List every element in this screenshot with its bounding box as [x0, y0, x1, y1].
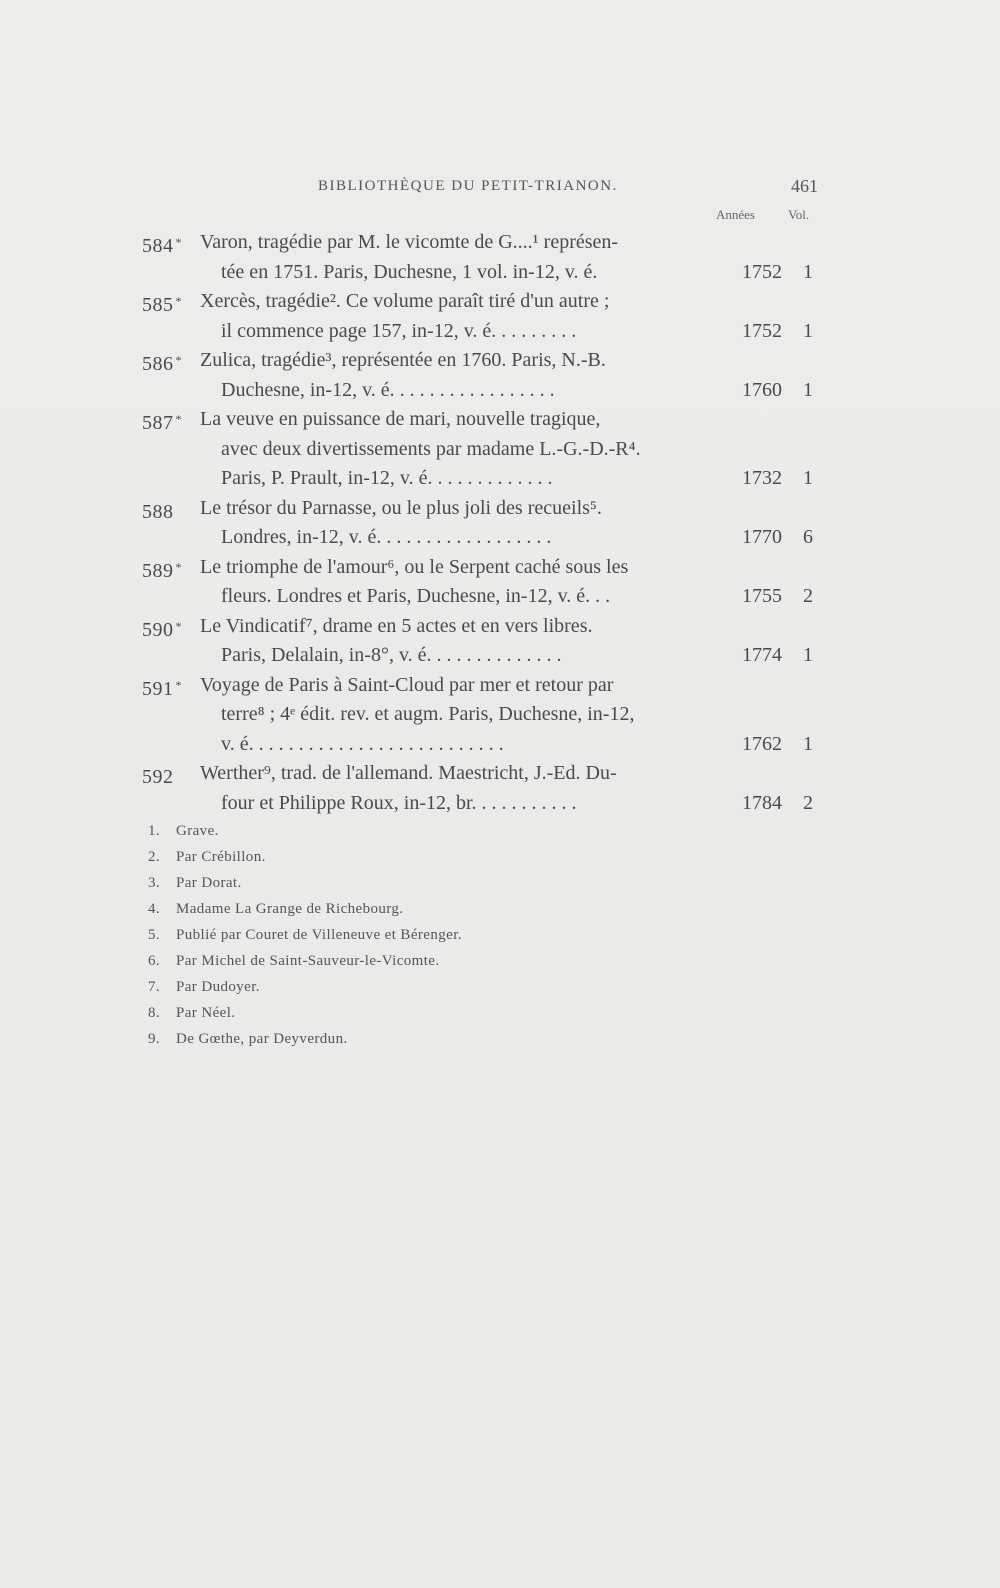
entry-star-marker: * [175, 677, 182, 692]
footnote-number: 3. [148, 875, 161, 891]
footnote-text: Par Michel de Saint-Sauveur-le-Vicomte. [176, 953, 440, 969]
catalogue-entry [0, 671, 1000, 760]
entry-number [142, 405, 182, 439]
catalogue-entry [0, 759, 1000, 818]
entry-number-value: 588 [142, 500, 174, 523]
entry-line: four et Philippe Roux, in-12, br. . . . . . . . . . . [221, 791, 577, 814]
entry-year: 1755 [742, 585, 782, 607]
entry-number-value: 585 [142, 294, 174, 316]
entry-number-value: 587 [142, 412, 174, 434]
entry-number [142, 553, 182, 587]
footnote-number: 9. [148, 1031, 161, 1047]
entry-line: tée en 1751. Paris, Duchesne, 1 vol. in-12, v. é. [221, 260, 598, 283]
entry-number [142, 346, 182, 380]
entry-line: Le trésor du Parnasse, ou le plus joli des recueils⁵. [200, 496, 602, 519]
entry-number [142, 494, 176, 528]
entry-year: 1760 [742, 378, 782, 401]
entry-number-value: 589 [142, 559, 174, 582]
entry-star-marker: * [175, 559, 182, 574]
entry-description [200, 671, 711, 760]
entry-year: 1774 [742, 644, 782, 666]
entry-volumes: 1 [803, 378, 813, 401]
footnote-text: Par Néel. [176, 1005, 236, 1021]
entry-year: 1784 [742, 791, 782, 814]
entry-line: Paris, Delalain, in-8°, v. é. . . . . . . . . . . . . . [221, 644, 562, 666]
footnote-number: 1. [148, 823, 161, 839]
entry-volumes: 1 [803, 260, 813, 283]
entry-line: Duchesne, in-12, v. é. . . . . . . . . . . . . . . . . [221, 378, 555, 401]
entry-line: fleurs. Londres et Paris, Duchesne, in-12, v. é. . . [221, 585, 611, 607]
entry-year: 1770 [742, 526, 782, 548]
catalogue-entry [0, 494, 1000, 553]
footnotes [148, 818, 462, 1052]
entry-volumes: 6 [803, 526, 813, 548]
footnote-number: 6. [148, 953, 161, 969]
entry-number-value: 586 [142, 353, 174, 375]
catalogue-entry [0, 228, 1000, 287]
footnote-text: De Gœthe, par Deyverdun. [176, 1031, 348, 1047]
catalogue-entry [0, 405, 1000, 494]
entry-volumes: 1 [803, 467, 813, 489]
catalogue-entry [0, 346, 1000, 405]
entry-year: 1752 [742, 319, 782, 342]
footnote [148, 974, 462, 1000]
page-number: 461 [791, 176, 818, 196]
column-header-volumes: Vol. [788, 207, 810, 222]
entry-line: La veuve en puissance de mari, nouvelle tragique, [200, 408, 601, 430]
entry-line: Zulica, tragédie³, représentée en 1760. Paris, N.-B. [200, 349, 606, 371]
catalogue-entries [0, 228, 1000, 818]
entry-line: avec deux divertissements par madame L.-G.-D.-R⁴. [221, 437, 641, 460]
footnote-number: 4. [148, 901, 161, 917]
entry-volumes: 1 [803, 319, 813, 342]
footnote-text: Par Crébillon. [176, 849, 266, 865]
entry-description [200, 494, 711, 553]
entry-year: 1752 [742, 260, 782, 283]
entry-year: 1732 [742, 467, 782, 489]
footnote [148, 844, 462, 870]
entry-description [200, 346, 711, 405]
footnote [148, 896, 462, 922]
entry-description [200, 287, 711, 346]
entry-number-value: 590 [142, 618, 174, 641]
entry-star-marker: * [175, 294, 182, 308]
footnote-text: Par Dudoyer. [176, 979, 260, 995]
footnote-number: 5. [148, 927, 161, 943]
footnote-text: Grave. [176, 823, 219, 839]
entry-number [142, 228, 182, 262]
footnote [148, 870, 462, 896]
entry-number [142, 759, 176, 793]
entry-star-marker: * [175, 353, 182, 367]
entry-number [142, 287, 182, 321]
entry-volumes: 2 [803, 791, 813, 814]
footnote-number: 7. [148, 979, 161, 995]
footnote [148, 948, 462, 974]
entry-line: v. é. . . . . . . . . . . . . . . . . . . . . . . . . . [221, 732, 504, 755]
entry-line: Londres, in-12, v. é. . . . . . . . . . . . . . . . . . [221, 526, 552, 548]
footnote [148, 1000, 462, 1026]
entry-line: Le Vindicatif⁷, drame en 5 actes et en vers libres. [200, 614, 593, 637]
footnote-number: 8. [148, 1005, 161, 1021]
entry-line: terre⁸ ; 4ᵉ édit. rev. et augm. Paris, Duchesne, in-12, [221, 703, 635, 725]
footnote-text: Par Dorat. [176, 875, 242, 891]
entry-description [200, 612, 711, 671]
column-header-years: Années [716, 207, 755, 222]
entry-number-value: 592 [142, 766, 174, 788]
catalogue-entry [0, 612, 1000, 671]
entry-line: il commence page 157, in-12, v. é. . . . . . . . . [221, 319, 577, 342]
entry-star-marker: * [175, 235, 182, 249]
entry-number [142, 671, 182, 705]
entry-line: Le triomphe de l'amour⁶, ou le Serpent caché sous les [200, 555, 629, 578]
entry-volumes: 1 [803, 644, 813, 666]
entry-line: Voyage de Paris à Saint-Cloud par mer et retour par [200, 673, 614, 696]
footnote-text: Publié par Couret de Villeneuve et Bérenger. [176, 927, 462, 943]
entry-number [142, 612, 182, 646]
entry-number-value: 584 [142, 235, 174, 257]
entry-description [200, 228, 711, 287]
entry-year: 1762 [742, 732, 782, 755]
entry-number-value: 591 [142, 677, 174, 700]
entry-star-marker: * [175, 412, 182, 426]
entry-description [200, 553, 711, 612]
entry-volumes: 2 [803, 585, 813, 607]
entry-star-marker: * [175, 618, 182, 633]
entry-line: Xercès, tragédie². Ce volume paraît tiré d'un autre ; [200, 290, 610, 312]
running-head: BIBLIOTHÈQUE DU PETIT-TRIANON. [318, 178, 618, 194]
entry-volumes: 1 [803, 732, 813, 755]
entry-description [200, 405, 711, 494]
footnote [148, 922, 462, 948]
catalogue-entry [0, 553, 1000, 612]
entry-line: Varon, tragédie par M. le vicomte de G....¹ représen- [200, 231, 619, 253]
footnote [148, 1026, 462, 1052]
footnote-number: 2. [148, 849, 161, 865]
entry-line: Paris, P. Prault, in-12, v. é. . . . . . . . . . . . . [221, 467, 553, 489]
catalogue-entry [0, 287, 1000, 346]
footnote [148, 818, 462, 844]
entry-description [200, 759, 711, 818]
entry-line: Werther⁹, trad. de l'allemand. Maestricht, J.-Ed. Du- [200, 762, 617, 784]
footnote-text: Madame La Grange de Richebourg. [176, 901, 404, 917]
